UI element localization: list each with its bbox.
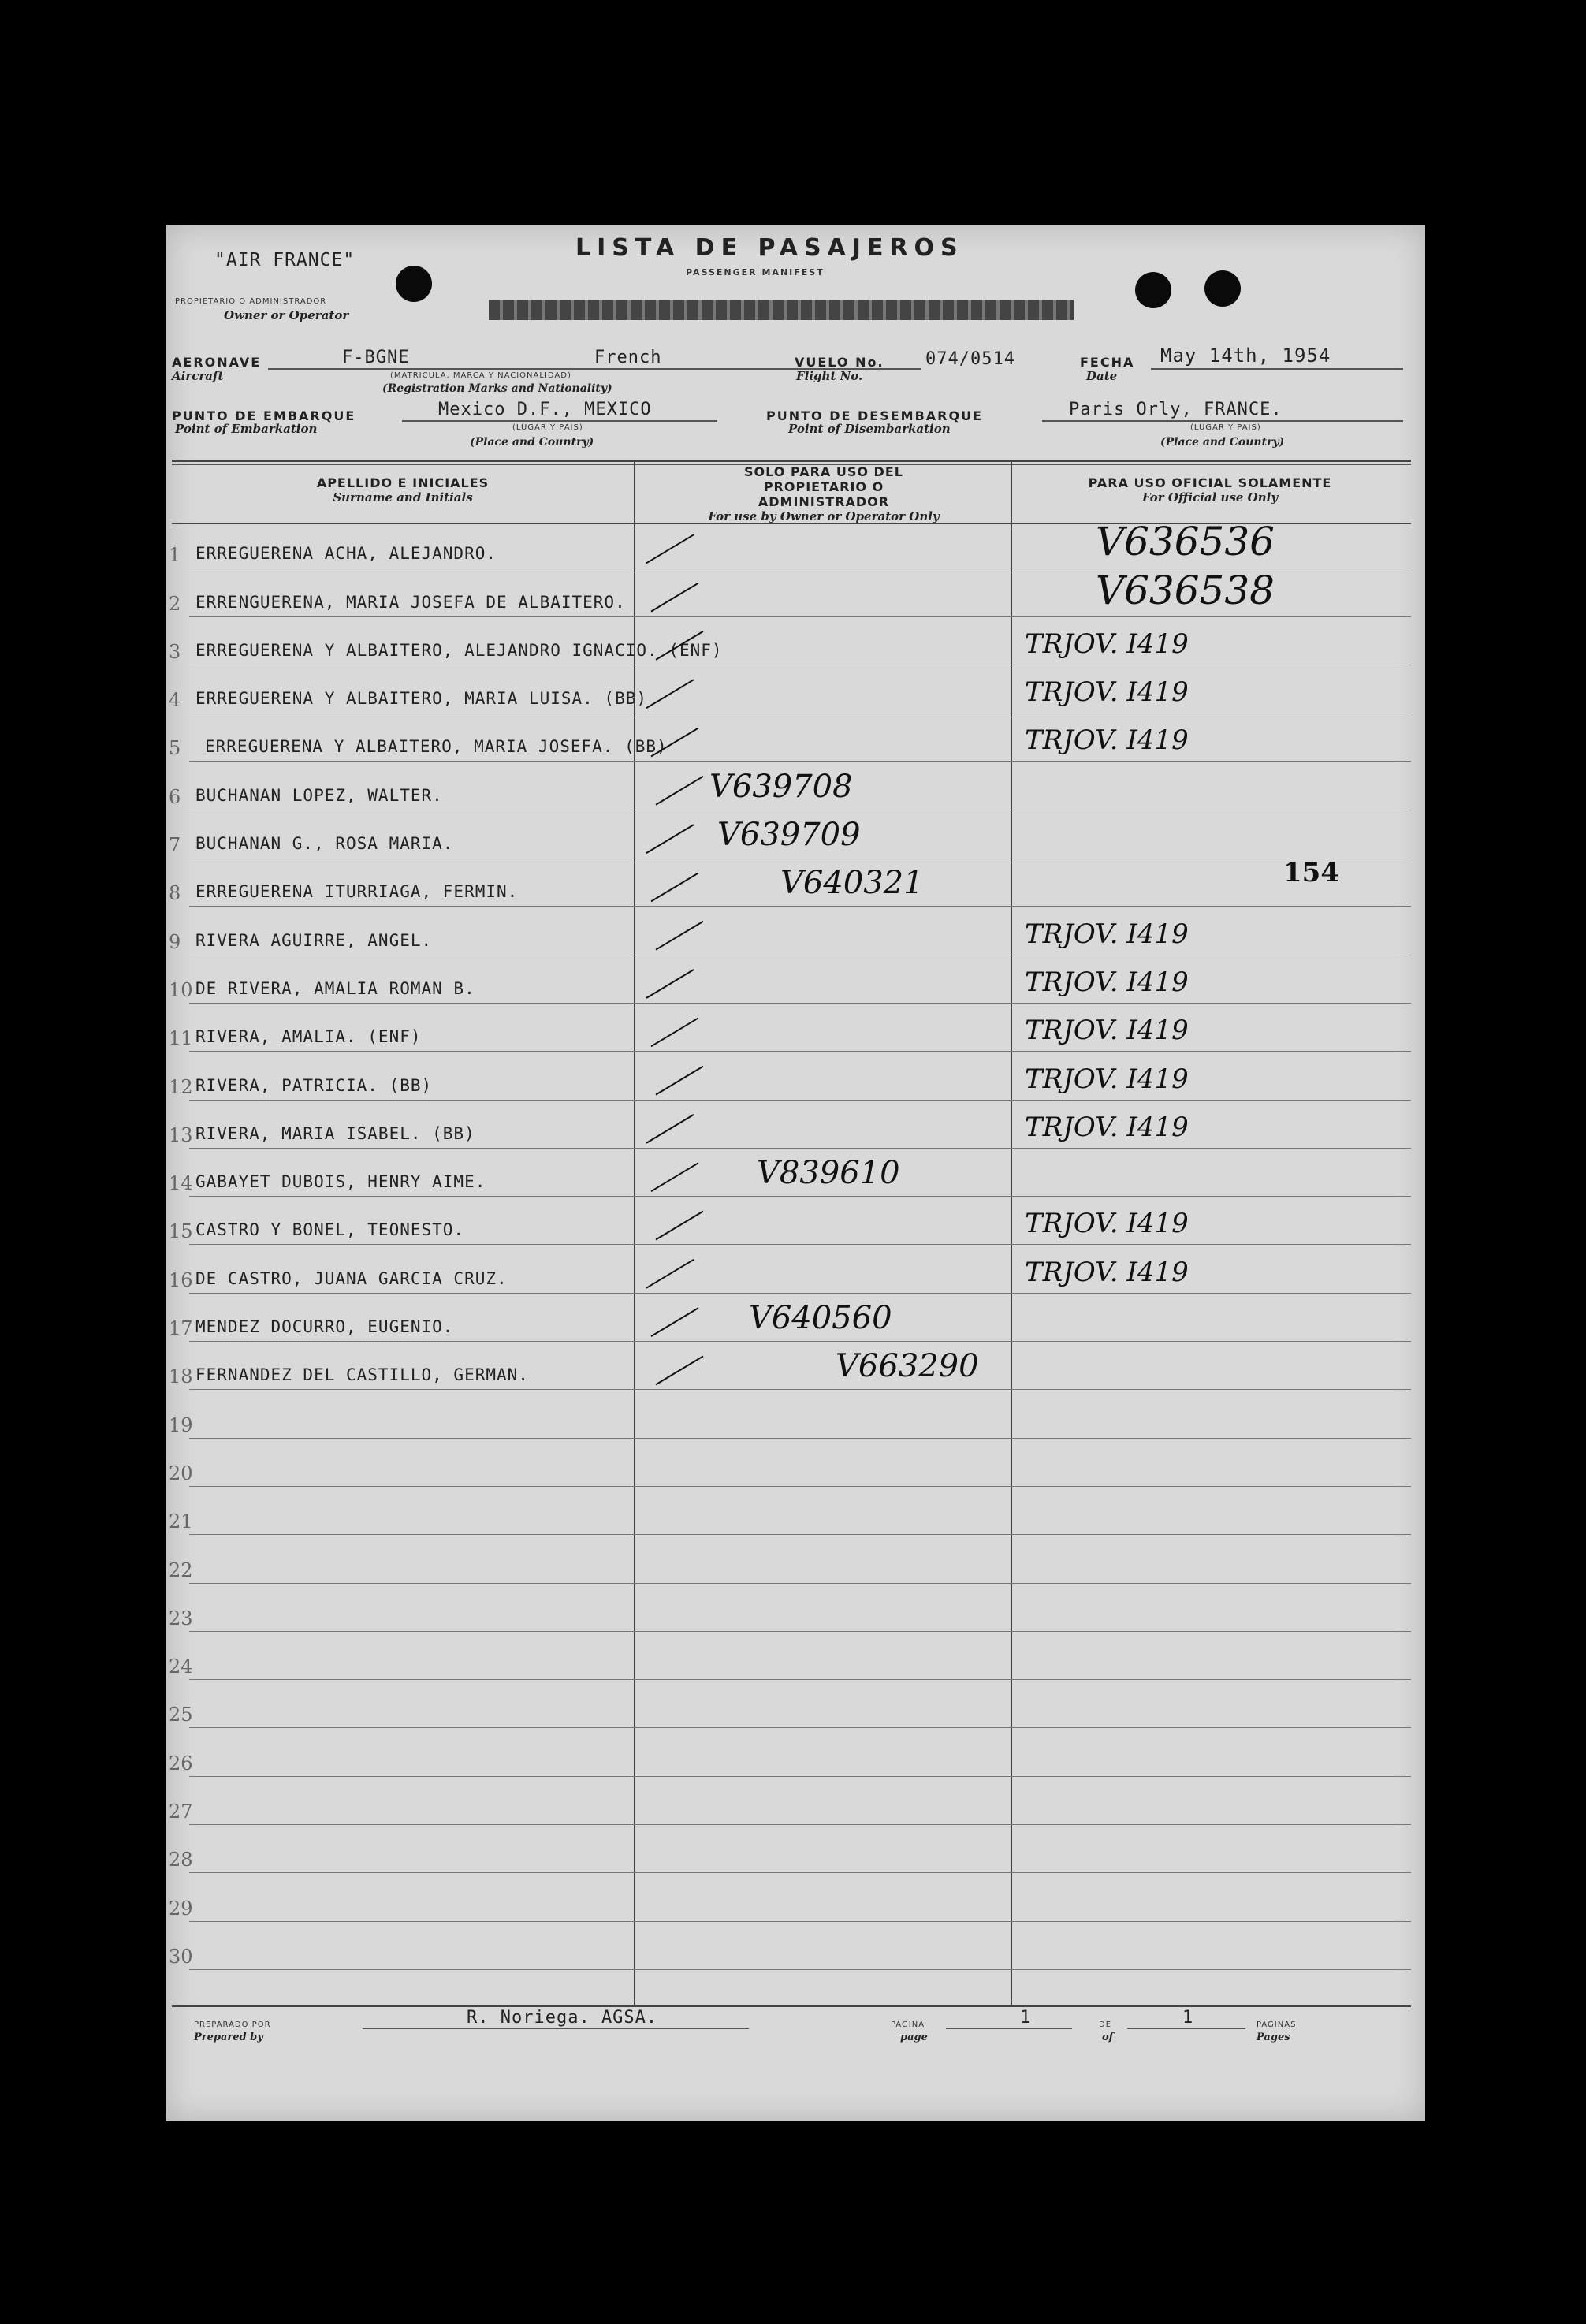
row-number: 18	[169, 1365, 193, 1388]
embark-label: PUNTO DE EMBARQUE	[172, 408, 356, 423]
disembark-value: Paris Orly, FRANCE.	[1069, 400, 1283, 419]
disembark-label: PUNTO DE DESEMBARQUE	[766, 408, 983, 423]
date-label: FECHA	[1080, 355, 1135, 370]
form-subtitle: PASSENGER MANIFEST	[686, 267, 825, 277]
row-number: 20	[169, 1462, 193, 1484]
aircraft-nationality: French	[594, 348, 662, 367]
table-row	[166, 1298, 1425, 1346]
stamp-number: 154	[1283, 857, 1339, 888]
col2-head: SOLO PARA USO DEL PROPIETARIO O ADMINISTRADOR	[744, 464, 903, 509]
official-entry: TRJOV. I419	[1025, 1256, 1189, 1288]
passenger-name: CASTRO Y BONEL, TEONESTO.	[195, 1220, 465, 1240]
table-row	[166, 1926, 1425, 1974]
table-row	[166, 862, 1425, 911]
official-entry: V636538	[1096, 567, 1275, 613]
punch-hole	[1204, 270, 1241, 307]
prepared-label-en: Prepared by	[194, 2032, 263, 2043]
row-number: 13	[169, 1123, 193, 1146]
embark-label-en: Point of Embarkation	[175, 422, 318, 436]
col1-sub: Surname and Initials	[333, 490, 473, 505]
passenger-name: DE CASTRO, JUANA GARCIA CRUZ.	[195, 1268, 508, 1288]
flight-label-en: Flight No.	[796, 369, 863, 383]
owner-passport: V640321	[780, 865, 924, 902]
place-note-en-2: (Place and Country)	[1160, 436, 1285, 449]
of-label: DE	[1099, 2020, 1112, 2029]
col3-sub: For Official use Only	[1141, 490, 1279, 505]
table-row	[166, 814, 1425, 862]
passenger-name: FERNANDEZ DEL CASTILLO, GERMAN.	[195, 1365, 529, 1385]
place-note-es: (LUGAR Y PAIS)	[512, 423, 583, 432]
passenger-name: GABAYET DUBOIS, HENRY AIME.	[195, 1172, 486, 1192]
disembark-label-en: Point of Disembarkation	[788, 422, 951, 436]
passenger-name: ERREGUERENA Y ALBAITERO, MARIA LUISA. (BB)	[195, 689, 648, 709]
official-entry: TRJOV. I419	[1025, 966, 1189, 998]
passenger-name: ERREGUERENA Y ALBAITERO, MARIA JOSEFA. (BB)	[205, 737, 668, 757]
row-number: 24	[169, 1655, 193, 1678]
row-number: 28	[169, 1849, 193, 1871]
row-number: 19	[169, 1413, 193, 1436]
table-row	[166, 1394, 1425, 1442]
aircraft-note-en: (Registration Marks and Nationality)	[382, 382, 612, 395]
col2-sub: For use by Owner or Operator Only	[708, 509, 940, 523]
prepared-label: PREPARADO POR	[194, 2020, 271, 2029]
passenger-name: RIVERA, PATRICIA. (BB)	[195, 1075, 433, 1095]
passenger-name: BUCHANAN LOPEZ, WALTER.	[195, 785, 443, 805]
col-header-owner	[638, 464, 1009, 523]
table-row	[166, 1733, 1425, 1781]
owner-passport: V639709	[717, 817, 861, 854]
row-number: 22	[169, 1559, 193, 1581]
table-row	[166, 1346, 1425, 1394]
official-entry: TRJOV. I419	[1025, 1015, 1189, 1047]
manifest-sheet	[166, 225, 1425, 2121]
table-row	[166, 1250, 1425, 1298]
table-row	[166, 519, 1425, 572]
table-row	[166, 669, 1425, 717]
row-number: 29	[169, 1897, 193, 1920]
table-row	[166, 1539, 1425, 1587]
place-note-es-2: (LUGAR Y PAIS)	[1190, 423, 1261, 432]
row-number: 10	[169, 978, 193, 1001]
official-entry: V636536	[1096, 519, 1275, 565]
official-entry: TRJOV. I419	[1025, 1208, 1189, 1240]
row-number: 30	[169, 1945, 193, 1968]
pages-label: PAGINAS	[1257, 2020, 1297, 2029]
passenger-name: DE RIVERA, AMALIA ROMAN B.	[195, 978, 475, 998]
passenger-name: ERREGUERENA Y ALBAITERO, ALEJANDRO IGNACIO. (ENF)	[195, 640, 723, 660]
official-entry: TRJOV. I419	[1025, 724, 1189, 757]
owner-label-en: Owner or Operator	[224, 308, 349, 322]
owner-passport: V640560	[749, 1300, 892, 1337]
table-row	[166, 1443, 1425, 1491]
table-row	[166, 567, 1425, 620]
table-row	[166, 1056, 1425, 1104]
table-row	[166, 1781, 1425, 1829]
table-row	[166, 1104, 1425, 1153]
prepared-value: R. Noriega. AGSA.	[467, 2008, 658, 2028]
flight-label: VUELO No.	[795, 355, 884, 370]
official-entry: TRJOV. I419	[1025, 1063, 1189, 1095]
page-label-en: page	[900, 2032, 928, 2043]
owner-passport: V839610	[757, 1155, 900, 1192]
official-entry: TRJOV. I419	[1025, 1111, 1189, 1143]
row-number: 7	[169, 834, 181, 857]
row-number: 3	[169, 640, 181, 663]
table-row	[166, 621, 1425, 669]
of-label-en: of	[1102, 2032, 1114, 2043]
place-note-en: (Place and Country)	[470, 436, 594, 449]
table-row	[166, 911, 1425, 959]
passenger-name: ERREGUERENA ITURRIAGA, FERMIN.	[195, 882, 519, 902]
row-number: 12	[169, 1075, 193, 1098]
passenger-name: BUCHANAN G., ROSA MARIA.	[195, 834, 454, 854]
col1-head: APELLIDO E INICIALES	[316, 475, 490, 490]
row-number: 6	[169, 785, 181, 808]
row-number: 14	[169, 1172, 193, 1195]
official-entry: TRJOV. I419	[1025, 676, 1189, 709]
struck-out-text	[489, 300, 1074, 320]
flight-number: 074/0514	[925, 349, 1015, 369]
passenger-name: RIVERA, MARIA ISABEL. (BB)	[195, 1123, 475, 1143]
punch-hole	[1135, 272, 1171, 308]
table-row	[166, 1829, 1425, 1877]
row-number: 2	[169, 592, 181, 615]
table-row	[166, 1877, 1425, 1925]
date-value: May 14th, 1954	[1160, 345, 1331, 367]
table-row	[166, 717, 1425, 765]
row-number: 16	[169, 1268, 193, 1291]
table-row	[166, 1007, 1425, 1056]
row-number: 8	[169, 882, 181, 905]
aircraft-label: AERONAVE	[172, 355, 262, 370]
table-row	[166, 959, 1425, 1007]
row-number: 21	[169, 1510, 193, 1533]
punch-hole	[396, 266, 432, 302]
page-label: PAGINA	[891, 2020, 925, 2029]
row-number: 15	[169, 1220, 193, 1243]
row-number: 1	[169, 544, 181, 567]
owner-passport: V639708	[709, 768, 853, 805]
date-label-en: Date	[1086, 369, 1118, 383]
col3-head: PARA USO OFICIAL SOLAMENTE	[1088, 475, 1332, 490]
row-number: 17	[169, 1317, 193, 1340]
table-row	[166, 1491, 1425, 1539]
passenger-name: ERREGUERENA ACHA, ALEJANDRO.	[195, 544, 497, 564]
official-entry: TRJOV. I419	[1025, 918, 1189, 950]
form-title: LISTA DE PASAJEROS	[575, 234, 964, 262]
page-value: 1	[1020, 2008, 1032, 2028]
row-number: 23	[169, 1607, 193, 1629]
passenger-name: ERRENGUERENA, MARIA JOSEFA DE ALBAITERO.	[195, 592, 626, 612]
row-number: 26	[169, 1752, 193, 1775]
pages-value: 1	[1182, 2008, 1194, 2028]
owner-value: "AIR FRANCE"	[214, 250, 356, 270]
owner-passport: V663290	[836, 1348, 979, 1385]
row-number: 4	[169, 689, 181, 712]
col-header-names	[172, 475, 634, 505]
passenger-name: MENDEZ DOCURRO, EUGENIO.	[195, 1317, 454, 1337]
row-number: 5	[169, 737, 181, 760]
passenger-name: RIVERA AGUIRRE, ANGEL.	[195, 930, 433, 950]
col-header-official	[1017, 475, 1403, 505]
row-number: 27	[169, 1801, 193, 1823]
table-row	[166, 1153, 1425, 1201]
table-row	[166, 766, 1425, 814]
table-row	[166, 1588, 1425, 1636]
row-number: 11	[169, 1027, 193, 1050]
owner-label: PROPIETARIO O ADMINISTRADOR	[175, 297, 327, 306]
official-entry: TRJOV. I419	[1025, 628, 1189, 660]
table-row	[166, 1636, 1425, 1684]
row-number: 25	[169, 1704, 193, 1726]
aircraft-registration: F-BGNE	[342, 348, 410, 367]
table-row	[166, 1201, 1425, 1249]
table-row	[166, 1684, 1425, 1732]
aircraft-label-en: Aircraft	[172, 369, 224, 383]
row-number: 9	[169, 930, 181, 953]
pages-label-en: Pages	[1257, 2032, 1290, 2043]
aircraft-note-es: (MATRICULA, MARCA Y NACIONALIDAD)	[390, 371, 571, 380]
passenger-name: RIVERA, AMALIA. (ENF)	[195, 1027, 422, 1047]
embark-value: Mexico D.F., MEXICO	[438, 400, 652, 419]
